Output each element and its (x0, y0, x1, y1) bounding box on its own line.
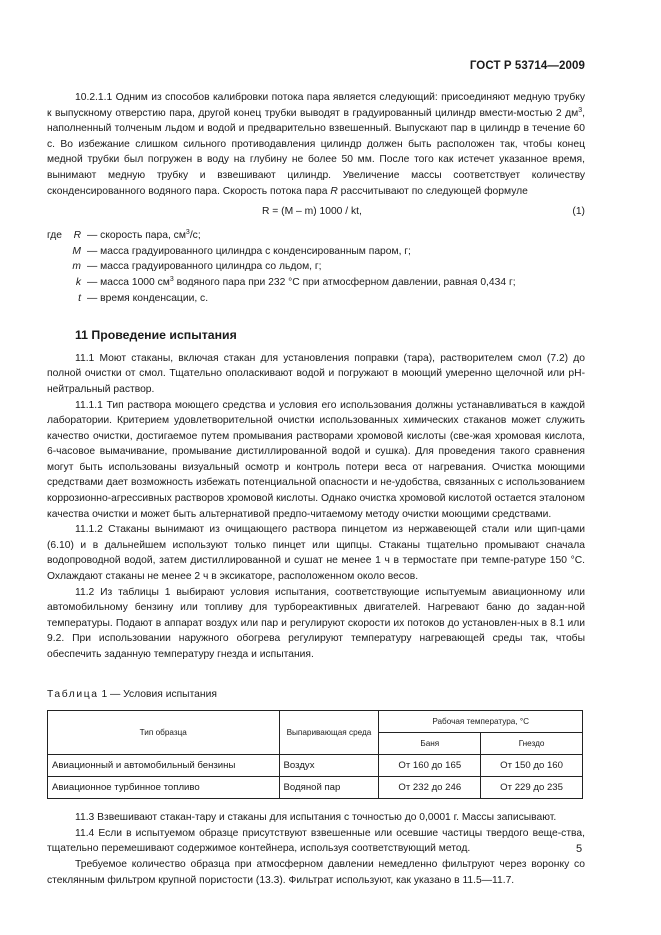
after-table-block (47, 810, 585, 888)
definition-row: M — масса градуированного цилиндра с конденсированным паром, г; (72, 245, 411, 257)
formula-number: (1) (572, 206, 585, 218)
formula-expression: R = (M – m) 1000 / kt, (262, 206, 362, 218)
definition-row: t — время конденсации, с. (78, 292, 209, 304)
paragraph-filter: Требуемое количество образца при атмосферном давлении немедленно фильтруют через воронку со стеклянным фильтром крупной пористости (13.3). Фильтрат используют, как указано в 11.5—11.7. (47, 858, 585, 886)
paragraph-11-1-1: 11.1.1 Тип раствора моющего средства и условия его использования должны устанавливаться в каждой лаборатории. Критерием удовлетворительной очистки использованных химических стаканов может служить качество очистки, достигаемое путем промывания растворами хромовой кислоты (све-жая хромовая кислота, 6-часовое вымачивание, промывание дистиллированной водой и сушка). Для проведения такого сравнения могут быть использованы визуальный осмотр и контроль потери веса от нагревания. Очистка моющими средствами дает возможность избежать потенциальной опасности и не-удобства, связанных с использованием коррозионно-агрессивных растворов хромовой кислоты. Однако очистка хромовой кислотой остается эталоном качества очистки и может быть альтернативой предпо-читаемому методу очистки моющими средствами. (47, 399, 585, 520)
paragraph-11-1-2: 11.1.2 Стаканы вынимают из очищающего раствора пинцетом из нержавеющей стали или щип-цами (6.10) и в дальнейшем используют только пинцет или щипцы. Стаканы тщательно промывают сначала водопроводной водой, затем дистиллированной и сушат не менее 1 ч в термостате при темпе-ратуре 150 °С. Охлаждают стаканы не менее 2 ч в эксикаторе, расположенном около весов. (47, 524, 585, 583)
paragraph-11-2: 11.2 Из таблицы 1 выбирают условия испытания, соответствующие испытуемым авиационному или автомобильному бензину или топливу для турбореактивных двигателей. Нагревают баню до задан-ной температуры. Подают в аппарат воздух или пар и регулируют скорости их потоков до установлен-ных в 8.1 или 9.2. При использовании наружного обогрева регулируют температуру нагревающей среды так, чтобы обеспечить заданную температуру гнезда и испытания. (47, 586, 585, 660)
table-row: Авиационный и автомобильный бензины Воздух От 160 до 165 От 150 до 160 (48, 755, 583, 777)
paragraph-11-4: 11.4 Если в испытуемом образце присутствуют взвешенные или осевшие частицы твердого веще-ства, тщательно перемешивают содержимое контейнера, используя соответствующий метод. (47, 827, 585, 855)
header-sample-type: Тип образца (48, 711, 280, 755)
definition-row: m — масса градуированного цилиндра со льдом, г; (72, 261, 322, 273)
document-code: ГОСТ Р 53714—2009 (469, 60, 585, 72)
page-body (47, 90, 585, 888)
header-bath: Баня (379, 733, 481, 755)
definitions-lead: где (47, 230, 63, 242)
paragraph-10-2-1-1: 10.2.1.1 Одним из способов калибровки потока пара является следующий: присоединяют медную трубку к выпускному отверстию пара, другой конец трубки выводят в градуированный цилиндр вмести-мостью 2 $дм^3$, наполненный толченым льдом и водой и предварительно взвешенный. Выпускают пар в цилиндр в течение 60 с. Во избежание слишком сильного противодавления цилиндр должен быть расположен так, чтобы конец медной трубки был погружен в воду на глубину не более 50 мм. После того как истечет указанное время, вынимают медную трубку и взвешивают цилиндр. Увеличение массы соответствует количеству сконденсированного водяного пара. Скорость потока пара R рассчитывают по следующей формуле (47, 92, 585, 197)
variable-definitions (47, 228, 585, 306)
table-1-caption: Таблица 1 — Условия испытания (47, 688, 217, 700)
formula-1 (47, 204, 585, 222)
header-socket: Гнездо (481, 733, 583, 755)
paragraph-11-1: 11.1 Моют стаканы, включая стакан для установления поправки (тара), растворителем смол (7.2) до полной очистки от смол. Тщательно ополаскивают водой и погружают в моющий умеренно щелочной или рН-нейтральный раствор. (47, 352, 585, 395)
definition-row: где R — скорость пара, $см^3/с$; (47, 228, 585, 244)
page-number: 5 (576, 843, 583, 855)
header-medium: Выпаривающая среда (279, 711, 379, 755)
definition-row: k — масса 1000 $см^3$ водяного пара при 232 °С при атмосферном давлении, равная 0,434 г; (75, 275, 516, 288)
table-row: Авиационное турбинное топливо Водяной пар От 232 до 246 От 229 до 235 (48, 777, 583, 799)
paragraph-11-3: 11.3 Взвешивают стакан-тару и стаканы для испытания с точностью до 0,0001 г. Массы записывают. (75, 812, 557, 824)
test-conditions-table (47, 710, 583, 799)
header-working-temp: Рабочая температура, °С (379, 711, 583, 733)
section-11-title: 11 Проведение испытания (75, 328, 237, 343)
